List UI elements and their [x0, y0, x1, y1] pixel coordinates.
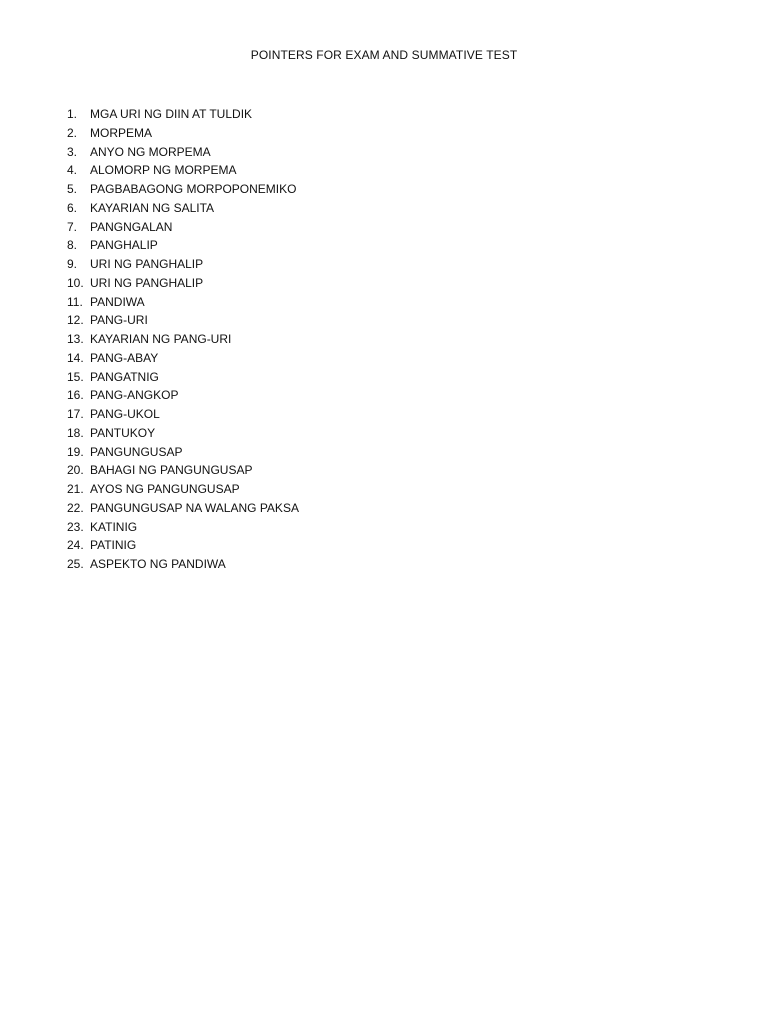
list-item-number: 23. — [67, 519, 84, 534]
list-item-number: 24. — [67, 538, 84, 553]
list-item-number: 18. — [67, 425, 84, 440]
list-item-number: 11. — [67, 294, 83, 309]
list-item — [67, 143, 299, 162]
list-item-number: 5. — [67, 182, 78, 196]
list-item — [67, 199, 299, 218]
list-item — [67, 180, 299, 199]
list-item-text: PANG-ABAY — [90, 350, 159, 365]
list-item — [67, 293, 299, 312]
list-item-number: 25. — [67, 557, 84, 571]
list-item — [67, 368, 299, 387]
list-item-text: PANGATNIG — [90, 369, 159, 384]
list-item-number: 4. — [67, 163, 78, 178]
list-item-text: BAHAGI NG PANGUNGUSAP — [90, 463, 253, 478]
list-item-text: PANGHALIP — [90, 238, 158, 253]
list-item — [67, 424, 299, 443]
list-item — [67, 386, 299, 405]
list-item-text: ANYO NG MORPEMA — [90, 144, 211, 159]
list-item-text: PANGNGALAN — [90, 219, 173, 234]
list-item — [67, 330, 299, 349]
list-item-number: 14. — [67, 350, 84, 365]
list-item-number: 12. — [67, 313, 84, 328]
list-item-text: ALOMORP NG MORPEMA — [90, 163, 237, 178]
list-item-text: PANGUNGUSAP NA WALANG PAKSA — [90, 500, 299, 515]
list-item-number: 19. — [67, 444, 84, 459]
list-item-number: 13. — [67, 332, 84, 346]
list-item — [67, 236, 299, 255]
list-item — [67, 555, 299, 574]
list-item — [67, 480, 299, 499]
list-item — [67, 255, 299, 274]
list-item-text: KATINIG — [90, 519, 138, 534]
list-item-text: PANTUKOY — [90, 425, 156, 440]
list-item — [67, 161, 299, 180]
list-item — [67, 405, 299, 424]
list-item — [67, 461, 299, 480]
list-item-number: 22. — [67, 500, 84, 515]
list-item-number: 9. — [67, 257, 78, 271]
list-item-text: PATINIG — [90, 538, 137, 553]
list-item-number: 3. — [67, 144, 78, 159]
list-item-text: AYOS NG PANGUNGUSAP — [90, 482, 240, 496]
list-item — [67, 349, 299, 368]
list-item-text: PANG-URI — [90, 313, 148, 328]
document-title: POINTERS FOR EXAM AND SUMMATIVE TEST — [250, 48, 518, 62]
list-item — [67, 518, 299, 537]
list-item-number: 7. — [67, 219, 78, 234]
list-item-text: MORPEMA — [90, 125, 153, 140]
list-item-text: PANG-UKOL — [90, 407, 160, 421]
list-item-number: 10. — [67, 275, 84, 290]
list-item-text: URI NG PANGHALIP — [90, 257, 204, 271]
list-item — [67, 274, 299, 293]
list-item — [67, 443, 299, 462]
list-item-number: 15. — [67, 369, 84, 384]
list-item-text: PANDIWA — [90, 294, 145, 309]
list-item — [67, 105, 299, 124]
list-item — [67, 536, 299, 555]
list-item-text: PANGUNGUSAP — [90, 444, 183, 459]
list-item-number: 1. — [67, 107, 78, 121]
pointers-list — [67, 105, 299, 574]
list-item — [67, 124, 299, 143]
list-item-text: PAGBABAGONG MORPOPONEMIKO — [90, 182, 297, 196]
list-item-text: MGA URI NG DIIN AT TULDIK — [90, 107, 253, 121]
list-item-text: KAYARIAN NG PANG-URI — [90, 332, 232, 346]
list-item — [67, 311, 299, 330]
list-item-number: 2. — [67, 125, 78, 140]
list-item-number: 8. — [67, 238, 78, 253]
list-item-number: 17. — [67, 407, 84, 421]
list-item-number: 16. — [67, 388, 84, 403]
list-item-text: KAYARIAN NG SALITA — [90, 200, 215, 215]
list-item-text: URI NG PANGHALIP — [90, 275, 204, 290]
list-item — [67, 499, 299, 518]
list-item-number: 6. — [67, 200, 78, 215]
list-item-number: 20. — [67, 463, 84, 478]
list-item-number: 21. — [67, 482, 84, 496]
list-item — [67, 218, 299, 237]
list-item-text: ASPEKTO NG PANDIWA — [90, 557, 226, 571]
list-item-text: PANG-ANGKOP — [90, 388, 179, 403]
